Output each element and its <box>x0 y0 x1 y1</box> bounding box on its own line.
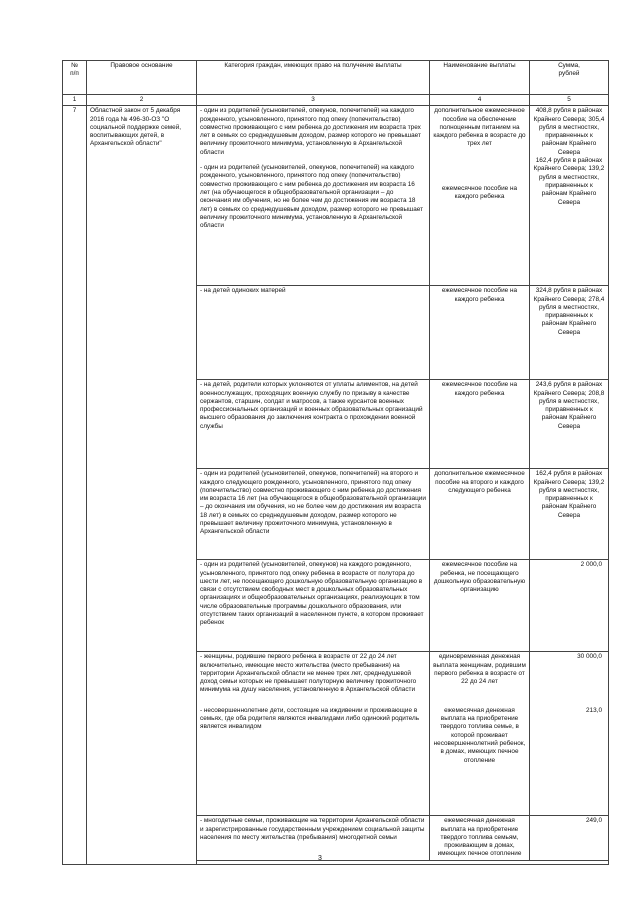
payment-name: дополнительное ежемесячное пособие на второго и каждого следующего ребенка <box>430 469 530 560</box>
category-text: - многодетные семьи, проживающие на территории Архангельской области и зарегистрированные государственным учреждением социальной защиты населения по месту жительства (пребывания) многодетной семьи <box>197 816 430 860</box>
payment-name: ежемесячное пособие на каждого ребенка <box>430 286 530 380</box>
header-num: № п/п <box>63 61 87 95</box>
payment-name: ежемесячное пособие на каждого ребенка <box>430 380 530 469</box>
payment-name: ежемесячная денежная выплата на приобретение твердого топлива семьям, проживающим в домах, имеющих печное отопление <box>430 816 530 860</box>
payment-name: ежемесячное пособие на каждого ребенка <box>441 184 518 201</box>
category-text: - один из родителей (усыновителей, опекунов) на каждого рожденного, усыновленного, принятого под опеку ребенка в возрасте от полутора до шести лет, не посещающего дошкольную образовательную организацию в связи с отсутствием свободных мест в дошкольных образовательных организациях и общеобразовательных организациях, реализующих в том числе образовательные программы дошкольного образования, или отсутствием таких организаций в населенном пункте, в котором проживает ребенок <box>197 560 430 652</box>
sum-cell <box>530 106 609 286</box>
payment-name-cell <box>430 106 530 286</box>
sum-value: 408,8 рубля в районах Крайнего Севера; 305,4 рубля в местностях, приравненных к районам Крайнего Севера <box>533 107 605 156</box>
header-category: Категория граждан, имеющих право на получение выплаты <box>197 61 430 95</box>
column-number: 4 <box>430 95 530 106</box>
category-text: - один из родителей (усыновителей, опекунов, попечителей) на каждого рожденного, усыновленного, принятого под опеку (попечительство) совместно проживающего с ним ребенка до достижения им возраста трех лет в семьях со среднедушевым доходом, размер которого не превышает величину прожиточного минимума, установленную в Архангельской области <box>200 107 421 156</box>
header-sum: Сумма, рублей <box>530 61 609 95</box>
header-name: Наименование выплаты <box>430 61 530 95</box>
category-text: - на детей одиноких матерей <box>197 286 430 380</box>
row-number: 7 <box>63 106 87 864</box>
sum-value: 2 000,0 <box>530 560 609 652</box>
column-number: 1 <box>63 95 87 106</box>
header-basis: Правовое основание <box>87 61 197 95</box>
sum-value: 243,6 рубля в районах Крайнего Севера; 208,8 рубля в местностях, приравненных к районам Крайнего Севера <box>530 380 609 469</box>
category-text: - один из родителей (усыновителей, опекунов, попечителей) на каждого рожденного, усыновленного, принятого под опеку (попечительство) совместно проживающего с ним ребенка до достижения им возраста 16 лет (на обучающегося в общеобразовательной организации – до окончания им обучения, но не более чем до достижения им возраста 18 лет) в семьях со среднедушевым доходом, размер которого не превышает величину прожиточного минимума, установленную в Архангельской области <box>200 164 424 230</box>
sum-value: 162,4 рубля в районах Крайнего Севера; 139,2 рубля в местностях, приравненных к районам Крайнего Севера <box>533 157 605 206</box>
table-row <box>63 106 609 286</box>
column-number: 5 <box>530 95 609 106</box>
legal-basis: Областной закон от 5 декабря 2016 года № 496-30-ОЗ "О социальной поддержке семей, воспитывающих детей, в Архангельской области" <box>87 106 197 864</box>
sum-value: 249,0 <box>530 816 609 860</box>
category-text: - несовершеннолетние дети, состоящие на иждивении и проживающие в семьях, где оба родителя являются инвалидами либо одинокий родитель является инвалидом <box>197 706 430 816</box>
category-text: - на детей, родители которых уклоняются от уплаты алиментов, на детей военнослужащих, проходящих военную службу по призыву в качестве сержантов, старшин, солдат и матросов, а также курсантов военных профессиональных организаций и военных образовательных организаций высшего образования до заключения контракта о прохождении военной службы <box>197 380 430 469</box>
benefits-table <box>62 60 609 865</box>
column-numbers-row <box>63 95 609 106</box>
sum-value: 162,4 рубля в районах Крайнего Севера; 139,2 рубля в местностях, приравненных к районам Крайнего Севера <box>530 469 609 560</box>
category-cell <box>197 106 430 286</box>
sum-value: 324,8 рубля в районах Крайнего Севера; 278,4 рубля в местностях, приравненных к районам Крайнего Севера <box>530 286 609 380</box>
category-text: - женщины, родившие первого ребенка в возрасте от 22 до 24 лет включительно, имеющие место жительства (место пребывания) на территории Архангельской области не менее трех лет, среднедушевой доход семьи которых не превышает полуторную величину прожиточного минимума на душу населения, установленную в Архангельской области <box>197 652 430 706</box>
column-number: 2 <box>87 95 197 106</box>
payment-name: ежемесячная денежная выплата на приобретение твердого топлива семье, в которой проживает несовершеннолетний ребенок, в домах, имеющих печное отопление <box>430 706 530 816</box>
payment-name: дополнительное ежемесячное пособие на обеспечение полноценным питанием на каждого ребенка в возрасте до трех лет <box>433 107 526 148</box>
category-text: - один из родителей (усыновителей, опекунов, попечителей) на второго и каждого следующего рожденного, усыновленного, принятого под опеку (попечительство) совместно проживающего с ним ребенка до достижения им возраста 16 лет (на обучающегося в общеобразовательной организации – до окончания им обучения, но не более чем до достижения им возраста 18 лет) в семьях со среднедушевым доходом, размер которого не превышает величину прожиточного минимума, установленную в Архангельской области <box>197 469 430 560</box>
table-header-row <box>63 61 609 95</box>
column-number: 3 <box>197 95 430 106</box>
sum-value: 213,0 <box>530 706 609 816</box>
sum-value: 30 000,0 <box>530 652 609 706</box>
page-number: 3 <box>318 855 322 862</box>
payment-name: единовременная денежная выплата женщинам, родившим первого ребенка в возрасте от 22 до 24 лет <box>430 652 530 706</box>
payment-name: ежемесячное пособие на ребенка, не посещающего дошкольную образовательную организацию <box>430 560 530 652</box>
